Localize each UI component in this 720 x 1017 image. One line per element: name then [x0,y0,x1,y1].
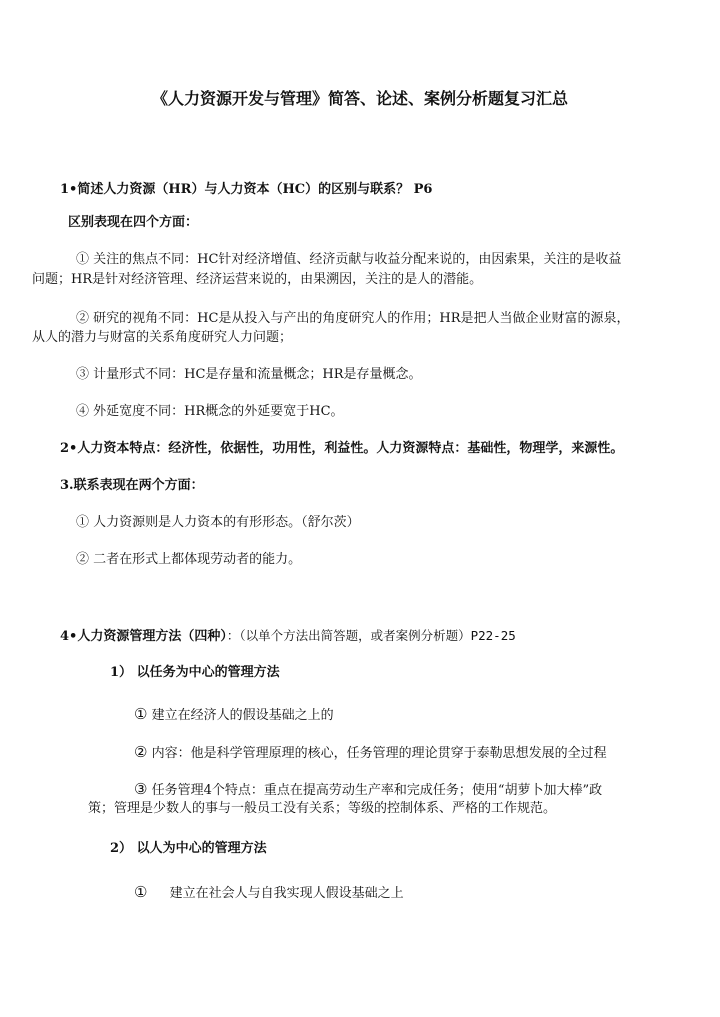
item-number: ② [134,743,148,761]
difference-3: ③ 计量形式不同：HC是存量和流量概念；HR是存量概念。 [76,367,422,382]
difference-1-line-1: ① 关注的焦点不同：HC针对经济增值、经济贡献与收益分配来说的，由因索果，关注的是收益 [76,252,622,267]
question-4-heading-bold: 4•人力资源管理方法（四种） [60,629,227,644]
item-text: 内容：他是科学管理原理的核心，任务管理的理论贯穿于泰勒思想发展的全过程 [151,746,607,761]
method-1-item-1 [134,704,334,726]
question-4-heading-note: ：（以单个方法出简答题，或者案例分析题）P22-25 [226,628,516,643]
item-number: ③ [134,780,148,798]
difference-2-line-1: ② 研究的视角不同：HC是从投入与产出的角度研究人的作用；HR是把人当做企业财富的源泉， [76,311,630,326]
method-1-heading: 1） 以任务为中心的管理方法 [110,665,280,680]
differences-subheading: 区别表现在四个方面： [68,215,199,230]
method-2-item-1 [134,882,404,904]
question-4-heading [60,626,516,647]
connection-2: ② 二者在形式上都体现劳动者的能力。 [76,552,302,567]
item-text: 建立在经济人的假设基础之上的 [151,708,334,723]
document-title: 《人力资源开发与管理》简答、论述、案例分析题复习汇总 [151,89,568,108]
difference-4: ④ 外延宽度不同：HR概念的外延要宽于HC。 [76,404,344,419]
difference-1-line-2: 问题；HR是针对经济管理、经济运营来说的，由果溯因，关注的是人的潜能。 [32,272,483,287]
method-2-heading: 2） 以人为中心的管理方法 [110,841,267,856]
connection-1: ① 人力资源则是人力资本的有形形态。（舒尔茨） [76,515,360,530]
item-number: ① [134,705,148,723]
question-3-heading: 3.联系表现在两个方面： [60,478,204,493]
item-text: 建立在社会人与自我实现人假设基础之上 [169,886,404,901]
method-1-item-3-line-2: 策；管理是少数人的事与一般员工没有关系；等级的控制体系、严格的工作规范。 [88,801,557,816]
method-1-item-3-line-1 [134,779,602,801]
item-number: ① [134,883,148,901]
item-text: 任务管理4个特点：重点在提高劳动生产率和完成任务；使用“胡萝卜加大棒”政 [151,783,603,798]
difference-2-line-2: 从人的潜力与财富的关系角度研究人力问题； [32,330,293,345]
method-1-item-2 [134,742,607,764]
question-2-text: 2•人力资本特点：经济性，依据性，功用性，利益性。人力资源特点：基础性，物理学，来源性。 [60,441,624,456]
question-1-heading: 1•简述人力资源（HR）与人力资本（HC）的区别与联系？ P6 [60,182,433,197]
